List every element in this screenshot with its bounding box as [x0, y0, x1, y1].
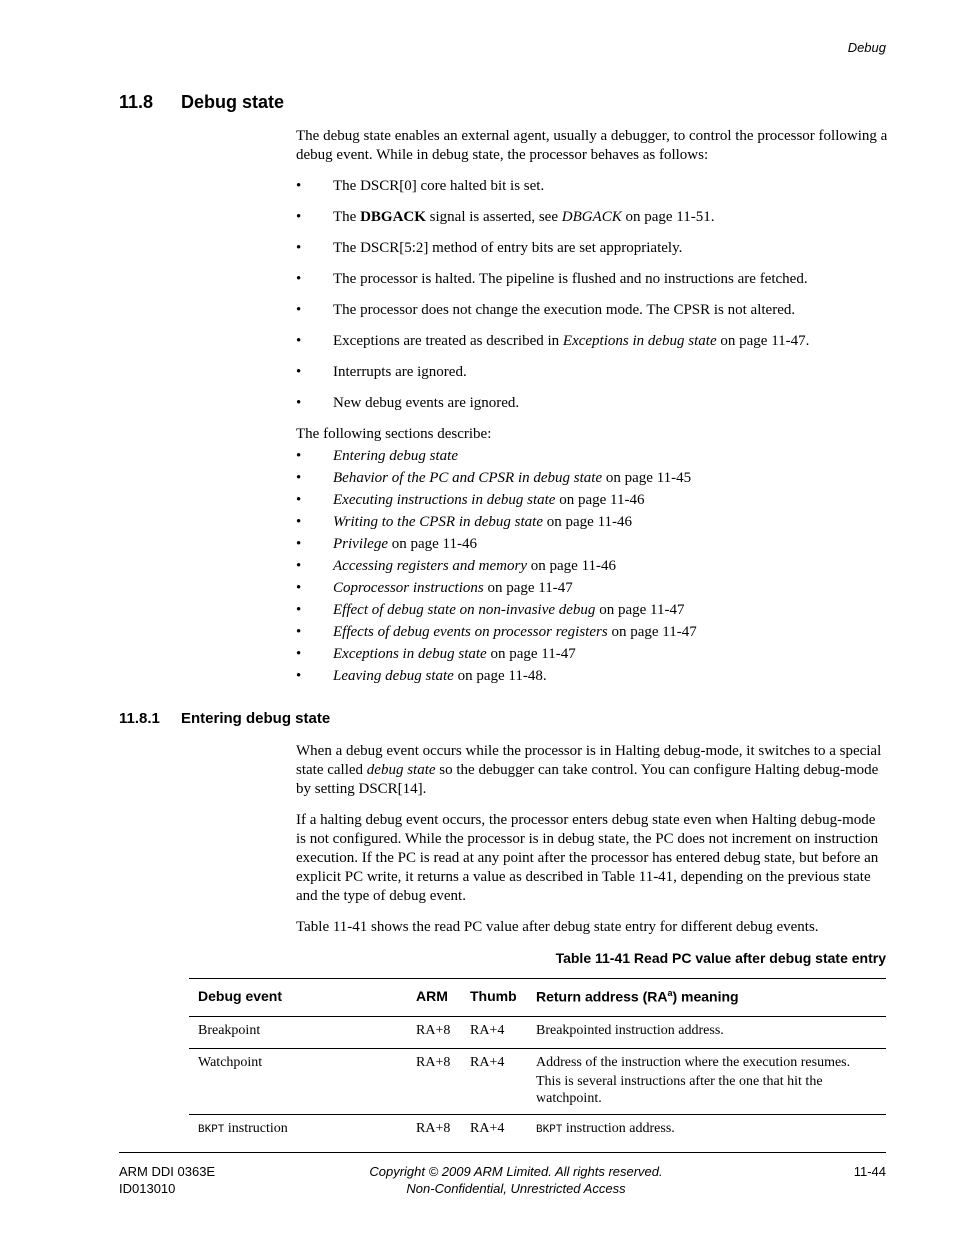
cell-meaning: Address of the instruction where the execution resumes. This is several instructions after the one that hit the watchpoint. [527, 1048, 886, 1114]
subsection-title: Entering debug state [181, 710, 331, 727]
bullet-icon: • [296, 333, 302, 349]
cross-reference-link[interactable]: Exceptions in debug state [562, 333, 717, 349]
bullet-icon: • [296, 668, 302, 684]
section-link[interactable]: Privilege [333, 536, 388, 552]
cell-thumb: RA+4 [461, 1048, 527, 1114]
subsection-body [296, 742, 888, 949]
list-item: • The DBGACK signal is asserted, see DBGACK on page 11-51. [296, 209, 715, 225]
bullet-icon: • [296, 514, 302, 530]
section-link[interactable]: Entering debug state [333, 448, 458, 464]
section-link[interactable]: Exceptions in debug state [333, 646, 487, 662]
section-link[interactable]: Effect of debug state on non-invasive debug [333, 602, 596, 618]
list-item: • Leaving debug state on page 11-48. [296, 668, 547, 684]
subsection-number: 11.8.1 [119, 710, 160, 727]
sections-list [296, 447, 888, 686]
footer-divider [119, 1152, 886, 1153]
footnote-marker: a [667, 988, 673, 998]
list-item [296, 447, 888, 466]
pc-value-table [189, 978, 886, 1146]
list-item: • Accessing registers and memory on page 11-46 [296, 558, 617, 574]
bullet-icon: • [296, 395, 302, 411]
paragraph: Table 11-41 shows the read PC value after debug state entry for different debug events. [296, 919, 819, 935]
list-item: • The processor does not change the execution mode. The CPSR is not altered. [296, 302, 796, 318]
list-item: • Exceptions in debug state on page 11-47 [296, 646, 576, 662]
term: debug state [366, 762, 436, 778]
section-link[interactable]: Executing instructions in debug state [333, 492, 556, 508]
table-row [189, 1016, 886, 1048]
bullet-icon: • [296, 558, 302, 574]
bullet-icon: • [296, 448, 302, 464]
subsection-heading [119, 710, 330, 727]
bullet-icon: • [296, 492, 302, 508]
list-item: • Coprocessor instructions on page 11-47 [296, 580, 573, 596]
section-body [296, 127, 888, 686]
section-link[interactable]: Effects of debug events on processor registers [333, 624, 608, 640]
cell-event: BKPT instruction [198, 1120, 288, 1136]
bullet-icon: • [296, 602, 302, 618]
list-item: • Exceptions are treated as described in Exceptions in debug state on page 11-47. [296, 333, 810, 349]
section-link[interactable]: Coprocessor instructions [333, 580, 484, 596]
bullet-icon: • [296, 209, 302, 225]
table-row [189, 1048, 886, 1114]
footer-legal [296, 1163, 736, 1197]
bullet-icon: • [296, 302, 302, 318]
bullet-icon: • [296, 178, 302, 194]
bullet-icon: • [296, 470, 302, 486]
list-item: • Writing to the CPSR in debug state on page 11-46 [296, 514, 633, 530]
bullet-icon: • [296, 271, 302, 287]
section-link[interactable]: Behavior of the PC and CPSR in debug state [333, 470, 603, 486]
column-header-thumb: Thumb [461, 979, 527, 1017]
footer-document-ids [119, 1163, 215, 1197]
cell-arm: RA+8 [407, 1016, 461, 1048]
bullet-icon: • [296, 580, 302, 596]
section-link[interactable]: Writing to the CPSR in debug state [333, 514, 543, 530]
cell-meaning: BKPT instruction address. [536, 1120, 675, 1136]
running-header: Debug [847, 40, 886, 55]
behavior-list [296, 177, 888, 413]
bullet-icon: • [296, 240, 302, 256]
cross-reference-link[interactable]: DBGACK [561, 209, 622, 225]
column-header-arm: ARM [407, 979, 461, 1017]
list-item: • Executing instructions in debug state on page 11-46 [296, 492, 645, 508]
cell-event: Breakpoint [189, 1016, 407, 1048]
list-item: • Effect of debug state on non-invasive debug on page 11-47 [296, 602, 685, 618]
section-heading [119, 92, 284, 113]
list-item: • Interrupts are ignored. [296, 364, 467, 380]
bullet-icon: • [296, 624, 302, 640]
list-item: • The DSCR[0] core halted bit is set. [296, 178, 545, 194]
table-caption: Table 11-41 Read PC value after debug state entry [555, 950, 886, 966]
table-row [189, 1114, 886, 1146]
list-item: • The DSCR[5:2] method of entry bits are set appropriately. [296, 240, 683, 256]
list-item: • Effects of debug events on processor registers on page 11-47 [296, 624, 697, 640]
section-title: Debug state [181, 92, 285, 112]
column-header-meaning: Return address $(RA^a)$ meaning [527, 979, 886, 1017]
bullet-icon: • [296, 536, 302, 552]
column-header-event: Debug event [189, 979, 407, 1017]
section-link[interactable]: Accessing registers and memory [333, 558, 527, 574]
document-number: ARM DDI 0363E [119, 1164, 216, 1179]
table-header-row [189, 979, 886, 1017]
list-item: • Behavior of the PC and CPSR in debug state on page 11-45 [296, 470, 692, 486]
paragraph: If a halting debug event occurs, the processor enters debug state even when Halting debug-mode is not configured. While the processor is in debug state, the PC does not increment on instruction execution. If the PC is read at any point after the processor has entered debug state, but before an explicit PC write, it returns a value as described in Table 11-41, depending on the previous state and the type of debug event. [296, 812, 879, 904]
cell-event: Watchpoint [189, 1048, 407, 1114]
cell-meaning: Breakpointed instruction address. [527, 1016, 886, 1048]
list-item: • New debug events are ignored. [296, 395, 520, 411]
document-code: ID013010 [119, 1181, 176, 1196]
cell-arm: RA+8 [416, 1120, 451, 1136]
access-notice: Non-Confidential, Unrestricted Access [406, 1181, 626, 1196]
page-number: 11-44 [853, 1164, 886, 1179]
signal-name: DBGACK [360, 209, 426, 225]
intro-paragraph: The debug state enables an external agent, usually a debugger, to control the processor following a debug event. While in debug state, the processor behaves as follows: [296, 128, 888, 163]
section-number: 11.8 [119, 92, 154, 112]
bullet-icon: • [296, 364, 302, 380]
section-link[interactable]: Leaving debug state [333, 668, 454, 684]
bullet-icon: • [296, 646, 302, 662]
list-item: • The processor is halted. The pipeline is flushed and no instructions are fetched. [296, 271, 808, 287]
cell-thumb: RA+4 [470, 1120, 505, 1136]
list-item: • Privilege on page 11-46 [296, 536, 477, 552]
paragraph: When a debug event occurs while the processor is in Halting debug-mode, it switches to a special state called debug state so the debugger can take control. You can configure Halting debug-mode by setting DSCR[14]. [296, 743, 882, 797]
cell-thumb: RA+4 [461, 1016, 527, 1048]
sections-intro: The following sections describe: [296, 426, 492, 442]
copyright-notice: Copyright © 2009 ARM Limited. All rights reserved. [369, 1164, 663, 1179]
cell-arm: RA+8 [407, 1048, 461, 1114]
